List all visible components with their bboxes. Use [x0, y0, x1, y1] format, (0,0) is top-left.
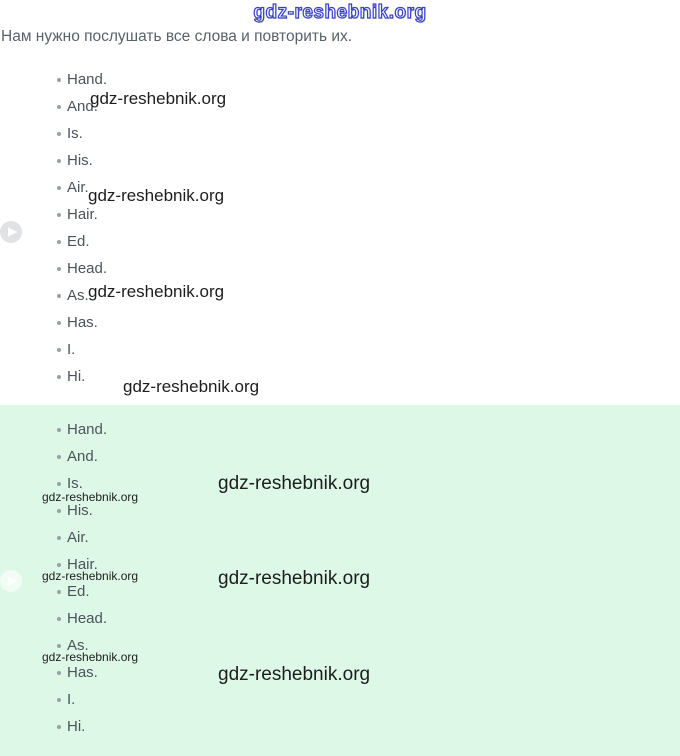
bullet-icon [57, 267, 61, 271]
word-list-item [57, 93, 107, 120]
word-list-second [57, 416, 107, 740]
bullet-icon [57, 563, 61, 567]
bullet-icon [57, 536, 61, 540]
word-list-item [57, 336, 107, 363]
bullet-icon [57, 294, 61, 298]
bullet-icon [57, 455, 61, 459]
bullet-icon [57, 671, 61, 675]
word-text: Ed. [67, 583, 90, 600]
word-list-item [57, 686, 107, 713]
word-list-item [57, 309, 107, 336]
word-text: Has. [67, 314, 98, 331]
word-text: I. [67, 341, 76, 358]
word-text: Hair. [67, 206, 98, 223]
word-text: Head. [67, 610, 108, 627]
word-text: And. [67, 448, 98, 465]
word-list-item [57, 470, 107, 497]
word-list-item [57, 416, 107, 443]
word-text: Hand. [67, 421, 108, 438]
bullet-icon [57, 348, 61, 352]
word-text: Hi. [67, 368, 86, 385]
word-list-item [57, 174, 107, 201]
word-list-item [57, 363, 107, 390]
word-list-item [57, 443, 107, 470]
bullet-icon [57, 725, 61, 729]
word-text: As. [67, 287, 89, 304]
word-text: Hi. [67, 718, 86, 735]
play-icon [0, 221, 22, 243]
site-logo: gdz-reshebnik.org [253, 2, 427, 23]
bullet-icon [57, 644, 61, 648]
word-list-item [57, 147, 107, 174]
watermark: gdz-reshebnik.org [42, 650, 139, 664]
bullet-icon [57, 590, 61, 594]
word-list-item [57, 497, 107, 524]
bullet-icon [57, 213, 61, 217]
play-audio-button[interactable] [0, 570, 22, 592]
word-text: Ed. [67, 233, 90, 250]
word-list-first [57, 66, 107, 390]
word-text: As. [67, 637, 89, 654]
bullet-icon [57, 698, 61, 702]
word-text: And. [67, 98, 98, 115]
word-list-item [57, 66, 107, 93]
bullet-icon [57, 105, 61, 109]
word-text: Is. [67, 125, 83, 142]
word-text: Air. [67, 529, 89, 546]
bullet-icon [57, 375, 61, 379]
bullet-icon [57, 482, 61, 486]
word-list-item [57, 282, 107, 309]
word-text: Head. [67, 260, 108, 277]
word-list-item [57, 578, 107, 605]
bullet-icon [57, 159, 61, 163]
watermark: gdz-reshebnik.org [90, 89, 227, 108]
instruction-text: Нам нужно послушать все слова и повторить их. [1, 28, 353, 45]
watermark: gdz-reshebnik.org [218, 473, 371, 494]
play-audio-button[interactable] [0, 221, 22, 243]
word-text: I. [67, 691, 76, 708]
word-list-item [57, 524, 107, 551]
word-list-item [57, 120, 107, 147]
watermark: gdz-reshebnik.org [218, 664, 371, 685]
bullet-icon [57, 78, 61, 82]
word-text: Is. [67, 475, 83, 492]
bullet-icon [57, 617, 61, 621]
word-text: Has. [67, 664, 98, 681]
word-list-item [57, 659, 107, 686]
play-icon [0, 570, 22, 592]
word-list-item [57, 632, 107, 659]
word-list-item [57, 605, 107, 632]
word-list-item [57, 201, 107, 228]
watermark: gdz-reshebnik.org [42, 569, 139, 583]
word-text: Air. [67, 179, 89, 196]
watermark: gdz-reshebnik.org [88, 186, 225, 205]
watermark: gdz-reshebnik.org [42, 490, 139, 504]
watermark: gdz-reshebnik.org [218, 568, 371, 589]
word-text: Hand. [67, 71, 108, 88]
bullet-icon [57, 240, 61, 244]
bullet-icon [57, 186, 61, 190]
word-list-item [57, 228, 107, 255]
bullet-icon [57, 321, 61, 325]
word-text: His. [67, 152, 93, 169]
word-list-item [57, 713, 107, 740]
bullet-icon [57, 509, 61, 513]
word-list-item [57, 551, 107, 578]
bullet-icon [57, 132, 61, 136]
word-text: Hair. [67, 556, 98, 573]
watermark: gdz-reshebnik.org [88, 282, 225, 301]
word-list-item [57, 255, 107, 282]
bullet-icon [57, 428, 61, 432]
word-text: His. [67, 502, 93, 519]
watermark: gdz-reshebnik.org [123, 377, 260, 396]
